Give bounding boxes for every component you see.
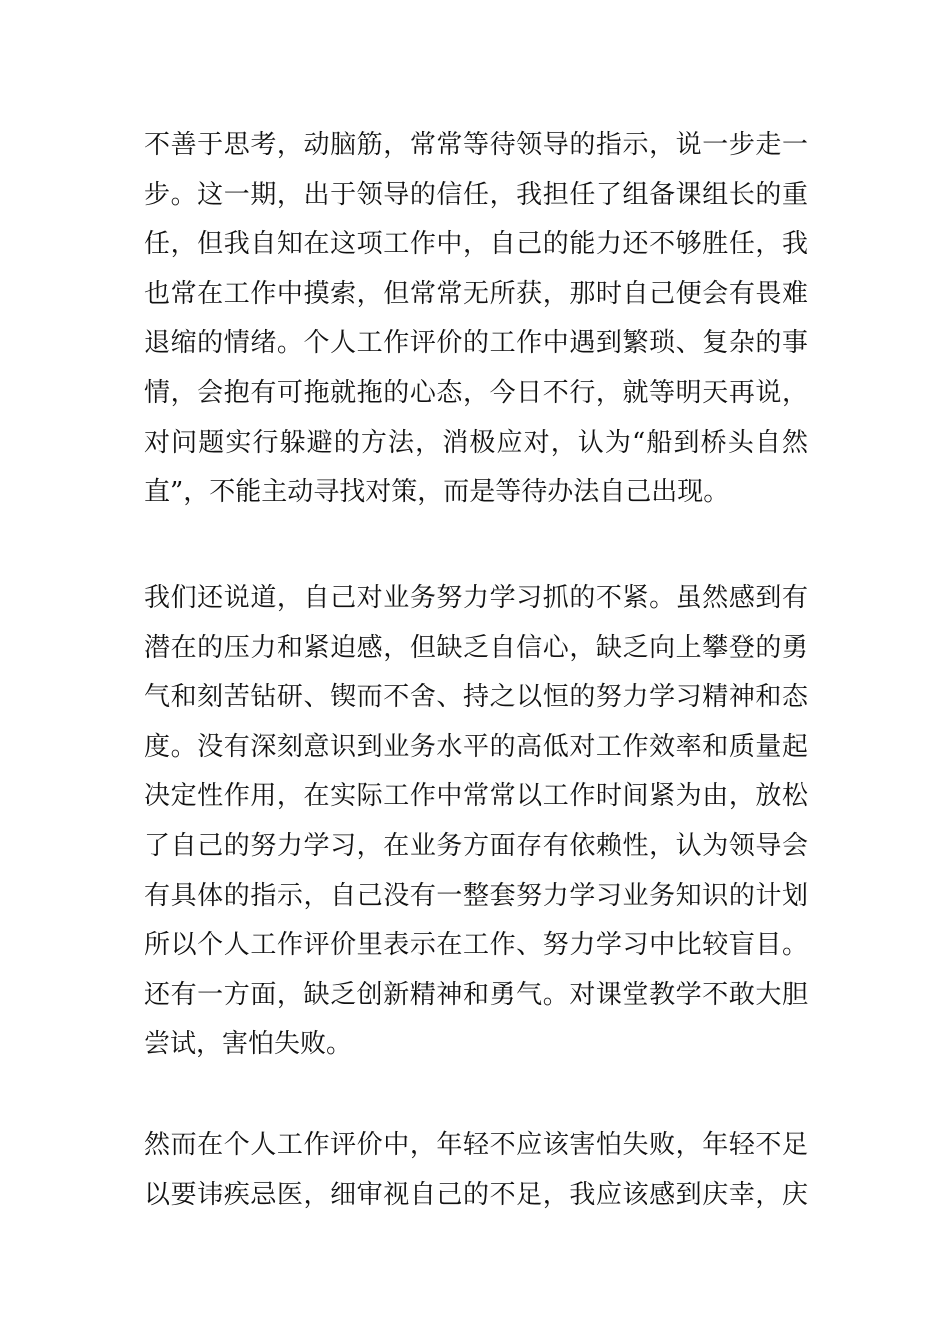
text-line: 也常在工作中摸索，但常常无所获，那时自己便会有畏难 (144, 278, 808, 309)
text-line: 以要讳疾忌医，细审视自己的不足，我应该感到庆幸，庆 (144, 1179, 808, 1210)
text-line: 有具体的指示，自己没有一整套努力学习业务知识的计划 (144, 880, 808, 911)
text-line: 步。这一期，出于领导的信任，我担任了组备课组长的重 (144, 179, 808, 210)
paragraph-1 (144, 121, 808, 518)
text-line: 度。没有深刻意识到业务水平的高低对工作效率和质量起 (144, 731, 808, 762)
text-line: 还有一方面，缺乏创新精神和勇气。对课堂教学不敢大胆 (144, 979, 808, 1010)
text-line: 任，但我自知在这项工作中，自己的能力还不够胜任，我 (144, 229, 808, 260)
text-line: 决定性作用，在实际工作中常常以工作时间紧为由，放松 (144, 781, 808, 812)
text-line: 情，会抱有可拖就拖的心态，今日不行，就等明天再说， (144, 377, 808, 408)
text-line: 退缩的情绪。个人工作评价的工作中遇到繁琐、复杂的事 (144, 328, 808, 359)
paragraph-3 (144, 1121, 808, 1220)
text-line: 了自己的努力学习，在业务方面存有依赖性，认为领导会 (144, 830, 808, 861)
text-line: 气和刻苦钻研、锲而不舍、持之以恒的努力学习精神和态 (144, 682, 808, 713)
text-line: 不善于思考，动脑筋，常常等待领导的指示，说一步走一 (144, 130, 808, 160)
text-line: 潜在的压力和紧迫感，但缺乏自信心，缺乏向上攀登的勇 (144, 632, 808, 663)
text-line: 所以个人工作评价里表示在工作、努力学习中比较盲目。 (144, 930, 808, 961)
text-line: 我们还说道，自己对业务努力学习抓的不紧。虽然感到有 (144, 583, 808, 613)
paragraph-2 (144, 574, 808, 1070)
text-line: 尝试，害怕失败。 (144, 1029, 353, 1060)
text-line: 直”，不能主动寻找对策，而是等待办法自己出现。 (144, 477, 730, 508)
text-line: 对问题实行躲避的方法，消极应对，认为“船到桥头自然 (144, 427, 808, 458)
text-line: 然而在个人工作评价中，年轻不应该害怕失败，年轻不足 (144, 1130, 808, 1160)
